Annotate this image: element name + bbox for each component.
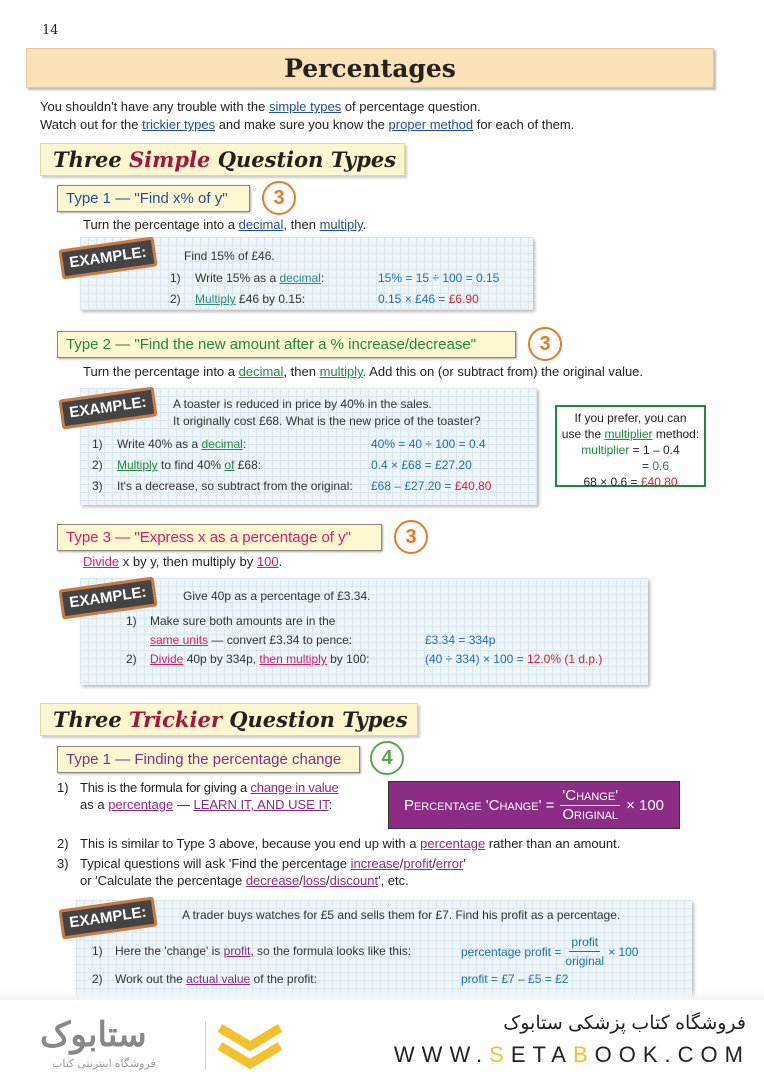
example-badge: EXAMPLE: [58, 576, 157, 619]
example-badge: EXAMPLE: [58, 896, 157, 939]
section-header-simple [40, 143, 405, 176]
keyword-link: proper method [388, 117, 474, 132]
type2-title: Type 2 — "Find the new amount after a % increase/decrease" [57, 331, 516, 358]
text-segment: £40.80 [640, 475, 678, 489]
text-segment: by 100: [326, 652, 370, 666]
keyword-link: multiply [319, 364, 363, 379]
working-fraction [565, 933, 604, 970]
formula-numerator: 'Change' [562, 786, 619, 804]
keyword-link: multiply [319, 217, 363, 232]
example-badge: EXAMPLE: [58, 386, 157, 429]
text-segment: / [326, 873, 330, 888]
item-line [80, 856, 466, 871]
page-number: 14 [42, 23, 59, 38]
text-segment: 0.15 × £46 = [378, 292, 449, 306]
step-text [150, 614, 335, 628]
text-segment: : [320, 271, 325, 285]
keyword-link: decimal [279, 271, 321, 285]
text-segment: Write 15% as a [195, 271, 280, 285]
keyword-link: then multiply [259, 652, 327, 666]
step-number: 1) [92, 944, 103, 958]
step-text [150, 633, 352, 647]
item-number: 3) [57, 856, 69, 871]
text-segment: = [621, 459, 653, 473]
step-text [115, 972, 317, 986]
text-segment: / [432, 856, 436, 871]
keyword-link: Divide [150, 652, 184, 666]
grade-badge-icon: 4 [370, 741, 404, 775]
page-title: Percentages [26, 48, 714, 88]
text-segment: £68: [234, 458, 262, 472]
chevron-logo-icon [215, 1020, 285, 1075]
text-segment: 15% = 15 ÷ 100 = 0.15 [378, 271, 500, 285]
text-segment: Question Types [210, 147, 397, 172]
tip-line [557, 474, 704, 490]
tip-line [557, 442, 704, 458]
text-segment: This is the formula for giving a [80, 780, 251, 795]
type1-rule [83, 217, 366, 232]
step-working [425, 633, 495, 647]
working-numerator: profit [569, 933, 600, 952]
setabook-logo: ستابوک [40, 1016, 147, 1054]
keyword-link: Multiply [117, 458, 158, 472]
keyword-link: change in value [250, 780, 339, 795]
text-segment: 0.4 × £68 = £27.20 [371, 458, 472, 472]
keyword-link: increase [350, 856, 400, 871]
step-number: 2) [92, 458, 103, 472]
tricky1-title: Type 1 — Finding the percentage change [57, 746, 360, 773]
text-segment: to find 40% [157, 458, 225, 472]
step-working [371, 479, 491, 493]
item-line [80, 780, 339, 795]
formula-denominator: Original [562, 805, 619, 823]
step-working [461, 972, 568, 986]
text-segment: rather than an amount. [485, 836, 621, 851]
step-number: 2) [126, 652, 137, 666]
text-segment: multiplier [581, 443, 630, 457]
step-number: 2) [92, 972, 103, 986]
multiplier-tip-box [555, 405, 706, 487]
item-number: 2) [57, 836, 69, 851]
text-segment: : [242, 437, 247, 451]
text-segment: 40% = 40 ÷ 100 = 0.4 [371, 437, 486, 451]
keyword-link: Divide [83, 554, 120, 569]
divider [205, 1022, 206, 1070]
text-segment: as a [80, 797, 109, 812]
keyword-link: percentage [420, 836, 486, 851]
step-working [425, 652, 602, 666]
section-header-trickier [40, 703, 418, 736]
item-line [80, 873, 409, 888]
working-denominator: original [565, 954, 605, 968]
formula-lhs: Percentage 'Change' = [403, 796, 555, 814]
text-segment: Simple [129, 147, 211, 172]
keyword-link: percentage [108, 797, 174, 812]
text-segment: Three [53, 707, 129, 732]
text-segment: — convert £3.34 to pence: [208, 633, 353, 647]
text-segment: 68 × 0.6 = [583, 475, 641, 489]
text-segment: £3.34 = 334p [425, 633, 496, 647]
keyword-link: trickier types [142, 117, 216, 132]
type3-question: Give 40p as a percentage of £3.34. [183, 589, 371, 603]
tip-line [557, 426, 704, 442]
text-segment: ' [463, 856, 466, 871]
keyword-link: error [435, 856, 464, 871]
store-name: فروشگاه کتاب پزشکی ستابوک [503, 1013, 746, 1034]
type2-rule [83, 364, 643, 379]
text-segment: = 1 – 0.4 [629, 443, 680, 457]
keyword-link: profit [223, 944, 251, 958]
item-line [80, 836, 620, 851]
step-number: 3) [92, 479, 103, 493]
text-segment: of percentage question. [341, 99, 481, 114]
keyword-link: discount [329, 873, 379, 888]
text-segment: use the [561, 427, 605, 441]
step-text [117, 479, 353, 493]
text-segment: . Add this on (or subtract from) the original value. [362, 364, 644, 379]
text-segment: 12.0% (1 d.p.) [527, 652, 603, 666]
step-working [371, 437, 486, 451]
text-segment: Write 40% as a [117, 437, 202, 451]
text-segment: If you prefer, you can [574, 411, 687, 425]
type3-rule [83, 554, 282, 569]
keyword-link: Multiply [195, 292, 236, 306]
text-segment: Question Types [221, 707, 408, 732]
text-segment: ', etc. [378, 873, 409, 888]
url-part: WWW. [393, 1042, 490, 1067]
step-working [371, 458, 472, 472]
text-segment: £6.90 [448, 292, 479, 306]
text-segment: £40.80 [454, 479, 492, 493]
keyword-link: decimal [201, 437, 243, 451]
item-line [80, 797, 332, 812]
grade-badge-icon: 3 [394, 520, 428, 554]
intro-line-1 [40, 99, 481, 114]
text-segment: method: [652, 427, 700, 441]
formula-times: × 100 [626, 796, 665, 814]
step-text [117, 437, 246, 451]
text-segment: Turn the percentage into a [83, 364, 239, 379]
text-segment: It's a decrease, so subtract from the original: [117, 479, 353, 493]
text-segment: x by y, then multiply by [119, 554, 257, 569]
step-text [195, 292, 305, 306]
keyword-link: profit [403, 856, 433, 871]
text-segment: 40p by 334p, [183, 652, 260, 666]
tip-line [557, 458, 704, 474]
step-text [115, 944, 411, 958]
type2-question-line-2: It originally cost £68. What is the new price of the toaster? [173, 414, 481, 428]
url-part: S [489, 1042, 511, 1067]
text-segment: . [362, 217, 367, 232]
text-segment: (40 ÷ 334) × 100 = [425, 652, 527, 666]
text-segment: . [278, 554, 283, 569]
text-segment: of the profit: [250, 972, 317, 986]
intro-line-2 [40, 117, 574, 132]
keyword-link: decrease [245, 873, 300, 888]
setabook-logo-subtitle: فروشگاه اینترنتی کتاب [52, 1058, 156, 1070]
text-segment: — [173, 797, 194, 812]
step-text [195, 271, 324, 285]
working-times: × 100 [608, 944, 639, 959]
text-segment: Here the 'change' is [115, 944, 224, 958]
type2-question-line-1: A toaster is reduced in price by 40% in the sales. [173, 397, 432, 411]
keyword-link: multiplier [604, 427, 653, 441]
step-text [150, 652, 370, 666]
type3-title: Type 3 — "Express x as a percentage of y" [57, 524, 382, 551]
working-lhs: percentage profit = [461, 944, 562, 959]
keyword-link: same units [150, 633, 209, 647]
text-segment: , then [283, 364, 320, 379]
text-segment: Trickier [129, 707, 222, 732]
text-segment: , so the formula looks like this: [250, 944, 412, 958]
keyword-link: actual value [186, 972, 251, 986]
example-badge: EXAMPLE: [58, 236, 157, 279]
text-segment: profit = £7 – £5 = £2 [461, 972, 569, 986]
text-segment: Turn the percentage into a [83, 217, 239, 232]
text-segment: : [328, 797, 333, 812]
step-working-formula [461, 933, 638, 970]
text-segment: £68 – £27.20 = [371, 479, 455, 493]
text-segment: Watch out for the [40, 117, 143, 132]
step-text [117, 458, 261, 472]
item-number: 1) [57, 780, 69, 795]
text-segment: Typical questions will ask 'Find the percentage [80, 856, 351, 871]
step-working [378, 271, 499, 285]
step-working [378, 292, 479, 306]
text-segment: , then [283, 217, 320, 232]
text-segment: This is similar to Type 3 above, because you end up with a [80, 836, 421, 851]
step-number: 1) [126, 614, 137, 628]
keyword-link: LEARN IT, AND USE IT [193, 797, 329, 812]
text-segment: / [399, 856, 404, 871]
type1-title: Type 1 — "Find x% of y" [57, 185, 250, 212]
keyword-link: simple types [268, 99, 342, 114]
tricky1-question: A trader buys watches for £5 and sells them for £7. Find his profit as a percentage. [182, 908, 621, 922]
formula-fraction [560, 787, 620, 824]
url-part: B [572, 1042, 595, 1067]
store-url[interactable] [394, 1042, 750, 1068]
url-part: ETA [510, 1042, 573, 1067]
text-segment: / [299, 873, 303, 888]
keyword-link: loss [302, 873, 327, 888]
keyword-link: decimal [238, 217, 284, 232]
text-segment: and make sure you know the [215, 117, 389, 132]
text-segment: Three [53, 147, 129, 172]
step-number: 1) [92, 437, 103, 451]
percentage-change-formula [388, 781, 680, 829]
step-number: 1) [170, 271, 181, 285]
text-segment: Work out the [115, 972, 187, 986]
grade-badge-icon: 3 [262, 181, 296, 215]
text-segment: £46 by 0.15: [235, 292, 306, 306]
keyword-link: 100 [256, 554, 279, 569]
text-segment: 0.6 [652, 459, 670, 473]
keyword-link: of [224, 458, 235, 472]
tip-line [557, 410, 704, 426]
text-segment: Make sure both amounts are in the [150, 614, 336, 628]
text-segment: for each of them. [473, 117, 575, 132]
url-part: OOK.COM [594, 1042, 750, 1067]
page-fade [0, 990, 764, 1000]
grade-badge-icon: 3 [528, 327, 562, 361]
type1-question: Find 15% of £46. [184, 249, 275, 263]
step-number: 2) [170, 292, 181, 306]
text-segment: or 'Calculate the percentage [80, 873, 246, 888]
keyword-link: decimal [238, 364, 284, 379]
text-segment: You shouldn't have any trouble with the [40, 99, 269, 114]
